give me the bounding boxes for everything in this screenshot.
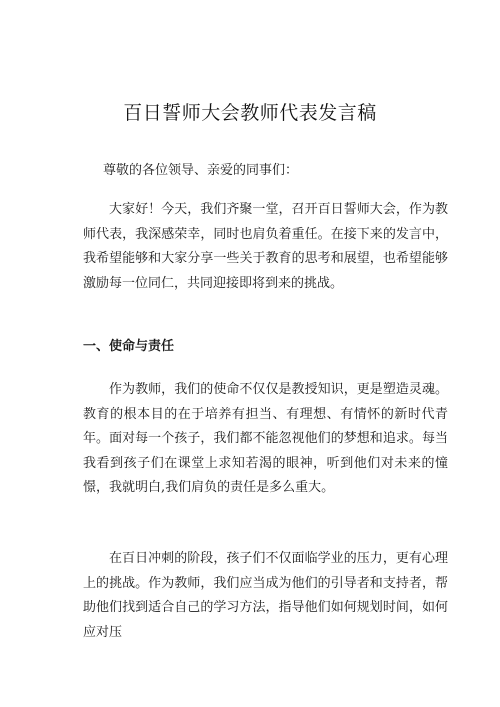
salutation: 尊敬的各位领导、亲爱的同事们：	[103, 163, 299, 178]
paragraph-sprint: 在百日冲刺的阶段，孩子们不仅面临学业的压力，更有心理上的挑战。作为教师，我们应当成为他们的引导者和支持者，帮助他们找到适合自己的学习方法，指导他们如何规划时间，如何应对压	[83, 551, 448, 640]
paragraph-opening: 大家好！今天，我们齐聚一堂，召开百日誓师大会，作为教师代表，我深感荣幸，同时也肩负着重任。在接下来的发言中，我希望能够和大家分享一些关于教育的思考和展望，也希望能够激励每一位同仁，共同迎接即将到来的挑战。	[83, 202, 448, 291]
paragraph-mission: 作为教师，我们的使命不仅仅是教授知识，更是塑造灵魂。教育的根本目的在于培养有担当、有理想、有情怀的新时代青年。面对每一个孩子，我们都不能忽视他们的梦想和追求。每当我看到孩子们在课堂上求知若渴的眼神，听到他们对未来的憧憬，我就明白,我们肩负的责任是多么重大。	[83, 382, 448, 495]
section-heading-mission: 一、使命与责任	[83, 339, 175, 354]
document-title: 百日誓师大会教师代表发言稿	[123, 102, 377, 124]
